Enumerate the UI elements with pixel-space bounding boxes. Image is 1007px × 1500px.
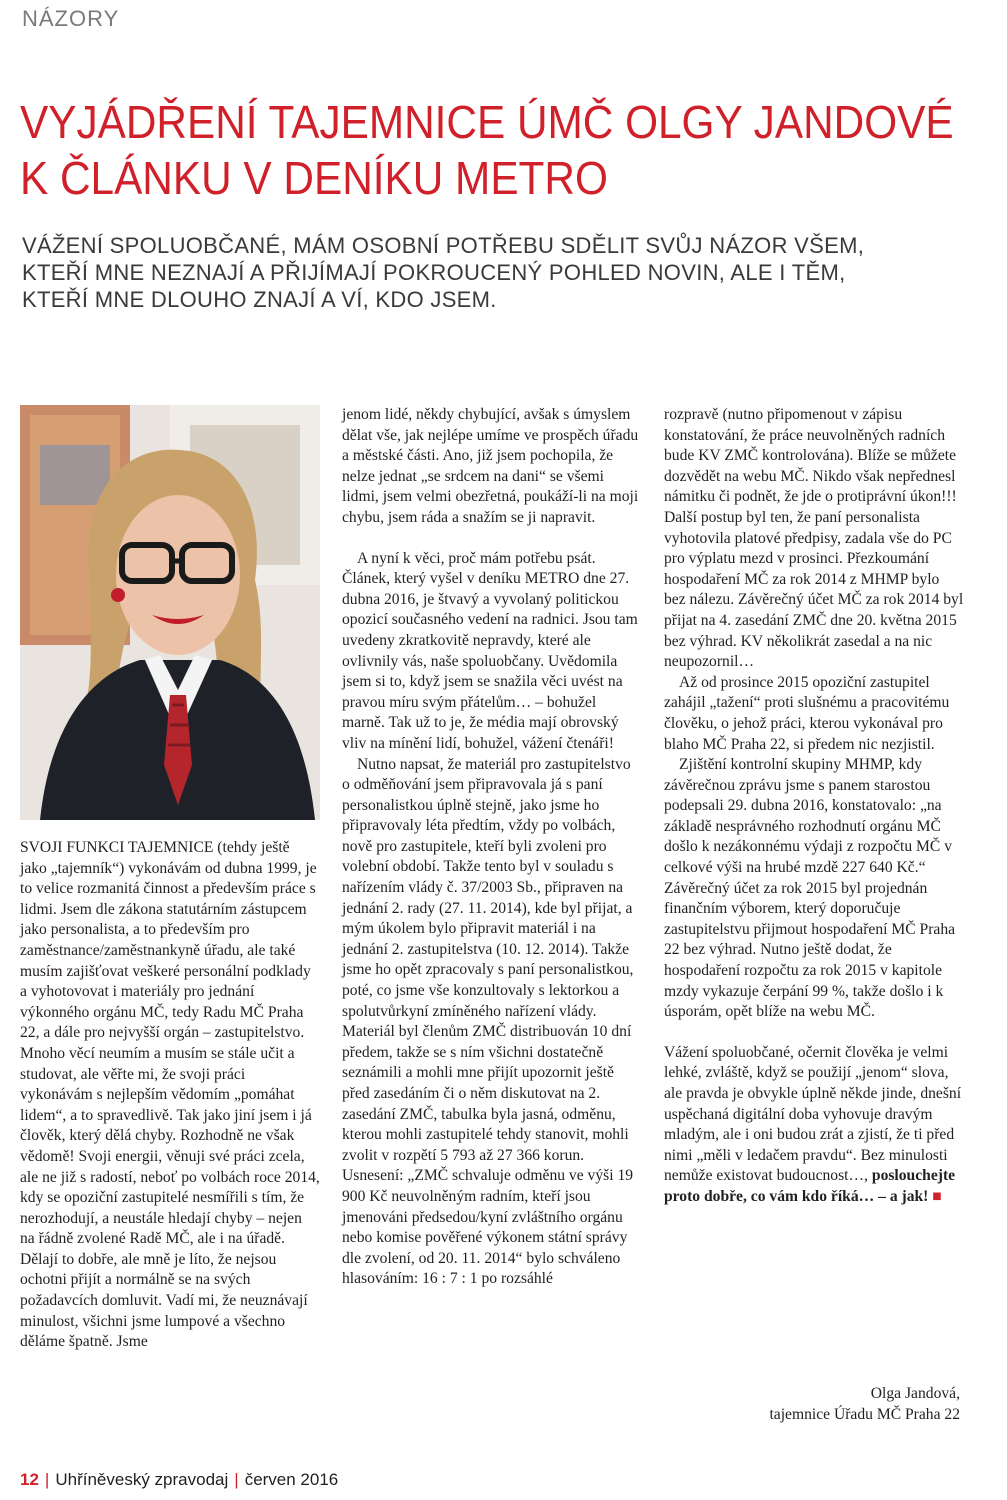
lead-line-1: VÁŽENÍ SPOLUOBČANÉ, MÁM OSOBNÍ POTŘEBU SDĚLIT SVŮJ NÁZOR VŠEM, [22,233,865,258]
page-footer [20,1470,338,1490]
article-title [20,94,954,206]
publication-name: Uhříněveský zpravodaj [55,1470,229,1489]
page-number: 12 [20,1470,39,1489]
portrait-illustration [20,405,320,820]
paragraph-gap [342,529,642,549]
paragraph: jenom lidé, někdy chybující, avšak s úmyslem dělat vše, jak nejlépe umíme ve prospěch úřadu a městské části. Ano, již jsem pochopila, že nelze jednat „se srdcem na dani“ se všemi lidmi, jsem velmi obezřetná, poukáží-li na moji chybu, jsem ráda a snažím se ji napravit. [342,406,639,526]
paragraph: SVOJI FUNKCI TAJEMNICE (tehdy ještě jako „tajemník“) vykonávám od dubna 1999, je to velice rozmanitá činnost a především práce s lidmi. Jsem dle zákona statutárním zástupcem jako personalista, a to především pro zaměstnance/zaměstnankyně úřadu, ale také musím zajišťovat veškeré personální podklady a vyhotovovat i materiály pro jednání výkonného orgánu MČ, tedy Radu MČ Praha 22, a dále pro nejvyšší orgán – zastupitelstvo. Mnoho věcí neumím a musím se stále učit a studovat, ale věřte mi, že svoji práci vykonávám s nejlepším vědomím „pomáhat lidem“, a to spravedlivě. Tak jako jiní jsem i já člověk, který dělá chyby. Rozhodně ne však vědomě! Svoji energii, věnuji své práci zcela, ale ne již s radostí, neboť po volbách roce 2014, kdy se opoziční zastupitelé nesmířili s tím, že nerozhodují, a neustále hledají chyby – nejen na řádně zvolené Radě MČ, ale i na úřadě. Dělají to dobře, ale mně je líto, že nejsou ochotni přijít a normálně se na svých požadavcích domluvit. Vadí mi, že neuznávají minulost, všichni jsme lumpové a všechno děláme špatně. Jsme [20,839,320,1351]
text-column-3 [664,405,964,1208]
signature-name: Olga Jandová, [870,1385,960,1402]
text-column-2 [342,405,642,1290]
closing-bold-text: poslouchejte proto dobře, co vám kdo říká… – a jak! [664,1167,956,1205]
closing-text: Vážení spoluobčané, očernit člověka je velmi lehké, zvláště, když se použijí „jenom“ slova, ale pravda je obvykle úplně někde jinde, dnešní uspěchaná digitální doba vyhovuje dravým mladým, ale i oni budou zrát a zjistí, že ti před nimi „měli v ledačem pravdu“. Bez minulosti nemůže existovat budoucnost…, [664,1043,962,1185]
footer-separator: | [44,1470,50,1489]
article-title-line-2: K ČLÁNKU V DENÍKU METRO [20,152,608,204]
paragraph: Zjištění kontrolní skupiny MHMP, kdy závěrečnou zprávu jsme s panem starostou podepsali 29. dubna 2016, konstatovalo: „na základě nesprávného rozhodnutí orgánu MČ došlo k nezákonnému výdaji z rozpočtu MČ v celkové výši na hrubé mzdě 227 640 Kč.“ Závěrečný účet za rok 2015 byl projednán finančním výborem, který doporučuje zastupitelstvu přijmout hospodaření MČ Praha 22 bez výhrad. Nutno ještě dodat, že hospodaření rozpočtu za rok 2015 v kapitole mzdy vykazuje čerpání 99 %, takže došlo i k úsporám, opět blíže na webu MČ. [664,756,956,1021]
signature [769,1383,960,1425]
portrait-photo [20,405,320,820]
paragraph-gap [664,1023,964,1043]
signature-role: tajemnice Úřadu MČ Praha 22 [769,1406,960,1423]
article-lead [22,232,1002,313]
paragraph: rozpravě (nutno připomenout v zápisu konstatování, že práce neuvolněných radních bude KV ZMČ kontrolována). Blíže se můžete dozvědět na webu MČ. Nikdo však nepřednesl námitku či podnět, že jde o protiprávní úkon!!! Další postup byl ten, že paní personalista vyhotovila platové předpisy, zadala vše do PC pro výplatu mezd v prosinci. Přezkoumání hospodaření MČ za rok 2014 z MHMP bylo bez nálezu. Závěrečný účet MČ za rok 2014 byl přijat na 4. zasedání ZMČ dne 20. května 2015 bez výhrad. KV několikrát zasedal a na nic neupozornil… [664,406,964,671]
end-mark-icon: ■ [932,1187,942,1205]
closing-paragraph [664,1043,964,1208]
footer-separator: | [234,1470,239,1489]
lead-line-3: KTEŘÍ MNE DLOUHO ZNAJÍ A VÍ, KDO JSEM. [22,287,497,312]
paragraph: Nutno napsat, že materiál pro zastupitelstvo o odměňování jsem připravovala já s paní personalistkou úplně stejně, jako jsme ho připravovaly léta předtím, vždy po volbách, nově pro zastupitele, kteří byli zvoleni pro volební období. Takže tento byl v souladu s nařízením vlády č. 37/2003 Sb., připraven na jednání 2. rady (27. 11. 2014), kde byl přijat, a mým úkolem bylo připravit materiál i na jednání 2. zastupitelstva (10. 12. 2014). Takže jsme ho opět zpracovaly s paní personalistkou, poté, co jsme vše konzultovaly s lektorkou a spolutvůrkyní zmíněného nařízení vlády. Materiál byl členům ZMČ distribuován 10 dní předem, takže se s ním všichni dostatečně seznámili a mohli mne přijít upozornit ještě před zasedáním či o něm diskutovat na 2. zasedání ZMČ, tabulka byla jasná, odměnu, kterou mohli zastupitelé tehdy stanovit, mohli zvolit v rozpětí 5 793 až 27 366 korun. Usnesení: „ZMČ schvaluje odměnu ve výši 19 900 Kč neuvolněným radním, kteří jsou jmenováni předsedou/kyní zvláštního orgánu nebo komise pověřené výkonem státní správy dle zvolení, od 20. 11. 2014“ bylo schváleno hlasováním: 16 : 7 : 1 po rozsáhlé [342,755,634,1288]
text-column-1 [20,838,320,1353]
lead-line-2: KTEŘÍ MNE NEZNAJÍ A PŘIJÍMAJÍ POKROUCENÝ POHLED NOVIN, ALE I TĚM, [22,260,846,285]
issue-date: červen 2016 [244,1470,339,1489]
section-label: NÁZORY [22,6,120,31]
paragraph: A nyní k věci, proč mám potřebu psát. Článek, který vyšel v deníku METRO dne 27. dubna 2016, je štvavý a vyvolaný politickou opozicí současného vedení na radnici. Jsou tam uvedeny zkratkovitě nepravdy, které ale ovlivnily vás, naše spoluobčany. Uvědomila jsem si to, když jsem se snažila věci uvést na pravou míru svým přátelům… – bohužel marně. Tak už to je, že média mají obrovský vliv na mínění lidí, bohužel, vážení čtenáři! [342,549,638,752]
paragraph: Až od prosince 2015 opoziční zastupitel zahájil „tažení“ proti slušnému a pracovitému člověku, o jehož práci, kterou vykonával pro blaho MČ Praha 22, si předem nic nezjistil. [664,673,950,753]
article-title-line-1: VYJÁDŘENÍ TAJEMNICE ÚMČ OLGY JANDOVÉ [20,96,954,148]
